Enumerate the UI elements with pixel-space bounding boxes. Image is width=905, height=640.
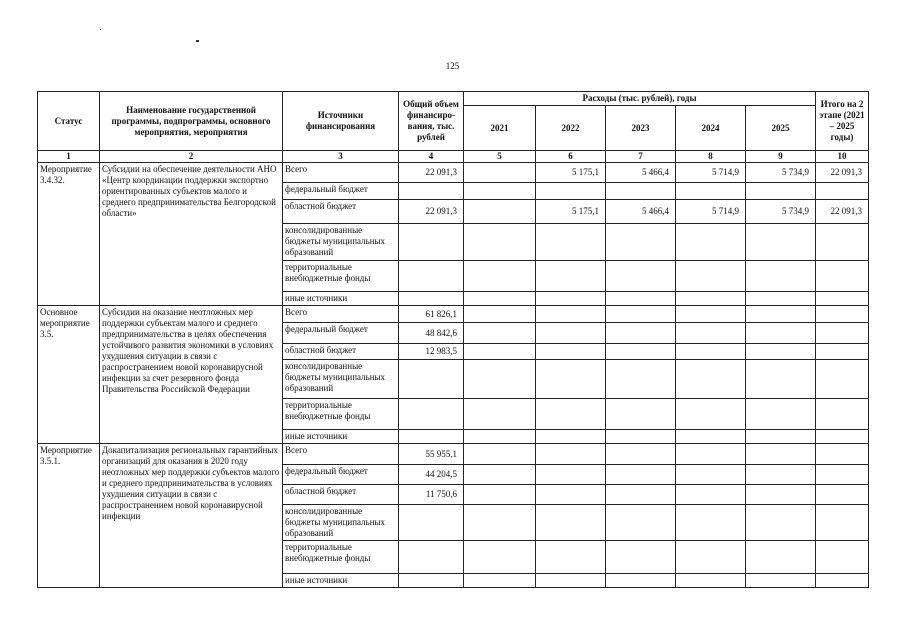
financing-source: областной бюджет (283, 200, 399, 224)
amount-cell (676, 444, 746, 465)
financing-source: иные источники (283, 292, 399, 306)
section-status: Основное мероприятие 3.5. (38, 306, 100, 444)
amount-cell (536, 261, 606, 292)
amount-cell (746, 399, 816, 430)
amount-cell (536, 224, 606, 261)
amount-cell (464, 306, 536, 323)
amount-cell (676, 344, 746, 360)
financing-source: консолидированные бюджеты муниципальных образований (283, 360, 399, 399)
amount-cell (746, 292, 816, 306)
amount-cell (536, 444, 606, 465)
amount-cell (464, 465, 536, 485)
amount-cell: 55 955,1 (399, 444, 464, 465)
amount-cell (746, 574, 816, 588)
amount-cell (464, 444, 536, 465)
amount-cell (464, 292, 536, 306)
header-status: Статус (38, 92, 100, 151)
amount-cell: 61 826,1 (399, 306, 464, 323)
header-name: Наименование государственной программы, подпрограммы, основного мероприятия, мероприятия (100, 92, 283, 151)
amount-cell (676, 292, 746, 306)
amount-cell (536, 360, 606, 399)
amount-cell: 5 714,9 (676, 200, 746, 224)
amount-cell (676, 505, 746, 541)
amount-cell (746, 541, 816, 574)
column-number: 4 (399, 151, 464, 163)
amount-cell (746, 344, 816, 360)
amount-cell (399, 261, 464, 292)
amount-cell (536, 465, 606, 485)
financing-source: иные источники (283, 574, 399, 588)
amount-cell (464, 505, 536, 541)
amount-cell (536, 505, 606, 541)
financing-source: федеральный бюджет (283, 465, 399, 485)
section-name: Субсидии на обеспечение деятельности АНО «Центр координации поддержки экспортно ориентированных субъектов малого и среднего предпринимательства Белгородской области» (100, 163, 283, 306)
amount-cell: 44 204,5 (399, 465, 464, 485)
amount-cell: 5 734,9 (746, 163, 816, 183)
amount-cell: 5 175,1 (536, 163, 606, 183)
header-year: 2021 (464, 106, 536, 151)
amount-cell (399, 430, 464, 444)
financing-source: областной бюджет (283, 485, 399, 505)
amount-cell (816, 360, 869, 399)
amount-cell (399, 541, 464, 574)
column-number: 3 (283, 151, 399, 163)
amount-cell (676, 541, 746, 574)
amount-cell (606, 360, 676, 399)
financing-source: территориальные внебюджетные фонды (283, 541, 399, 574)
column-number: 10 (816, 151, 869, 163)
amount-cell (816, 465, 869, 485)
table-row (38, 163, 869, 183)
amount-cell (536, 306, 606, 323)
amount-cell (816, 261, 869, 292)
amount-cell (606, 292, 676, 306)
scan-speck (100, 29, 101, 30)
amount-cell (606, 485, 676, 505)
amount-cell: 5 714,9 (676, 163, 746, 183)
amount-cell: 5 466,4 (606, 200, 676, 224)
amount-cell (816, 183, 869, 200)
amount-cell: 12 983,5 (399, 344, 464, 360)
amount-cell (746, 261, 816, 292)
financing-source: областной бюджет (283, 344, 399, 360)
financing-source: территориальные внебюджетные фонды (283, 261, 399, 292)
section-name: Субсидии на оказание неотложных мер поддержки субъектам малого и среднего предпринимательства в целях обеспечения устойчивого развития экономики в условиях ухудшения ситуации в связи с распространением новой коронавирусной инфекции за счет резервного фонда Правительства Российской Федерации (100, 306, 283, 444)
amount-cell (464, 183, 536, 200)
amount-cell (399, 292, 464, 306)
amount-cell (536, 323, 606, 344)
header-year: 2023 (606, 106, 676, 151)
amount-cell (464, 430, 536, 444)
amount-cell (816, 444, 869, 465)
financing-source: федеральный бюджет (283, 323, 399, 344)
amount-cell (536, 183, 606, 200)
amount-cell (399, 505, 464, 541)
amount-cell (606, 224, 676, 261)
amount-cell (464, 399, 536, 430)
amount-cell (606, 430, 676, 444)
amount-cell (536, 344, 606, 360)
header-sources: Источники финансирования (283, 92, 399, 151)
amount-cell (746, 224, 816, 261)
amount-cell (676, 323, 746, 344)
amount-cell (816, 574, 869, 588)
amount-cell (676, 399, 746, 430)
amount-cell (816, 430, 869, 444)
column-number: 1 (38, 151, 100, 163)
amount-cell (816, 541, 869, 574)
financing-source: консолидированные бюджеты муниципальных образований (283, 224, 399, 261)
section-status: Мероприятие 3.5.1. (38, 444, 100, 588)
amount-cell (464, 163, 536, 183)
amount-cell (464, 261, 536, 292)
amount-cell (464, 360, 536, 399)
section-status: Мероприятие 3.4.32. (38, 163, 100, 306)
amount-cell (746, 183, 816, 200)
amount-cell (464, 323, 536, 344)
header-year: 2024 (676, 106, 746, 151)
amount-cell: 5 466,4 (606, 163, 676, 183)
amount-cell: 5 175,1 (536, 200, 606, 224)
amount-cell: 22 091,3 (399, 200, 464, 224)
amount-cell (536, 574, 606, 588)
financing-source: консолидированные бюджеты муниципальных образований (283, 505, 399, 541)
scan-speck (196, 40, 199, 42)
amount-cell (676, 430, 746, 444)
amount-cell (746, 360, 816, 399)
amount-cell (746, 505, 816, 541)
amount-cell (676, 360, 746, 399)
amount-cell (536, 430, 606, 444)
amount-cell (399, 183, 464, 200)
amount-cell (816, 344, 869, 360)
amount-cell (816, 323, 869, 344)
amount-cell (399, 360, 464, 399)
financing-source: иные источники (283, 430, 399, 444)
amount-cell (536, 541, 606, 574)
amount-cell (676, 261, 746, 292)
amount-cell (606, 306, 676, 323)
column-number: 6 (536, 151, 606, 163)
amount-cell (606, 183, 676, 200)
amount-cell (746, 306, 816, 323)
amount-cell (536, 485, 606, 505)
financing-source: Всего (283, 306, 399, 323)
amount-cell (676, 183, 746, 200)
amount-cell (464, 344, 536, 360)
amount-cell (464, 224, 536, 261)
amount-cell (816, 485, 869, 505)
amount-cell: 11 750,6 (399, 485, 464, 505)
amount-cell (746, 485, 816, 505)
column-number: 7 (606, 151, 676, 163)
amount-cell (606, 399, 676, 430)
amount-cell (606, 344, 676, 360)
header-total: Общий объем финансиро-вания, тыс. рублей (399, 92, 464, 151)
section-name: Докапитализация региональных гарантийных организаций для оказания в 2020 году неотложных мер поддержки субъектов малого и среднего предпринимательства в условиях ухудшения ситуации в связи с распространением новой коронавирусной инфекции (100, 444, 283, 588)
amount-cell (676, 485, 746, 505)
financing-source: Всего (283, 163, 399, 183)
amount-cell: 5 734,9 (746, 200, 816, 224)
amount-cell (746, 465, 816, 485)
amount-cell (746, 323, 816, 344)
header-stage-total: Итого на 2 этапе (2021 – 2025 годы) (816, 92, 869, 151)
amount-cell (606, 444, 676, 465)
amount-cell (464, 574, 536, 588)
amount-cell: 48 842,6 (399, 323, 464, 344)
amount-cell (816, 505, 869, 541)
amount-cell (676, 574, 746, 588)
amount-cell (399, 224, 464, 261)
financing-source: территориальные внебюджетные фонды (283, 399, 399, 430)
amount-cell (676, 224, 746, 261)
column-number: 9 (746, 151, 816, 163)
amount-cell: 22 091,3 (399, 163, 464, 183)
amount-cell (606, 541, 676, 574)
column-number: 5 (464, 151, 536, 163)
amount-cell: 22 091,3 (816, 200, 869, 224)
page-number: 125 (445, 61, 460, 71)
amount-cell (606, 505, 676, 541)
amount-cell (399, 574, 464, 588)
header-year: 2022 (536, 106, 606, 151)
amount-cell (606, 323, 676, 344)
column-number: 8 (676, 151, 746, 163)
amount-cell (536, 399, 606, 430)
amount-cell: 22 091,3 (816, 163, 869, 183)
header-year: 2025 (746, 106, 816, 151)
amount-cell (399, 399, 464, 430)
amount-cell (676, 465, 746, 485)
amount-cell (464, 541, 536, 574)
amount-cell (606, 261, 676, 292)
table-row (38, 444, 869, 465)
amount-cell (816, 399, 869, 430)
column-number: 2 (100, 151, 283, 163)
amount-cell (464, 485, 536, 505)
amount-cell (816, 224, 869, 261)
amount-cell (606, 574, 676, 588)
amount-cell (746, 430, 816, 444)
amount-cell (746, 444, 816, 465)
amount-cell (816, 292, 869, 306)
table-row (38, 306, 869, 323)
amount-cell (606, 465, 676, 485)
financing-source: федеральный бюджет (283, 183, 399, 200)
amount-cell (676, 306, 746, 323)
financing-source: Всего (283, 444, 399, 465)
amount-cell (816, 306, 869, 323)
financing-table (37, 91, 869, 588)
header-expenses: Расходы (тыс. рублей), годы (464, 92, 816, 106)
amount-cell (536, 292, 606, 306)
amount-cell (464, 200, 536, 224)
